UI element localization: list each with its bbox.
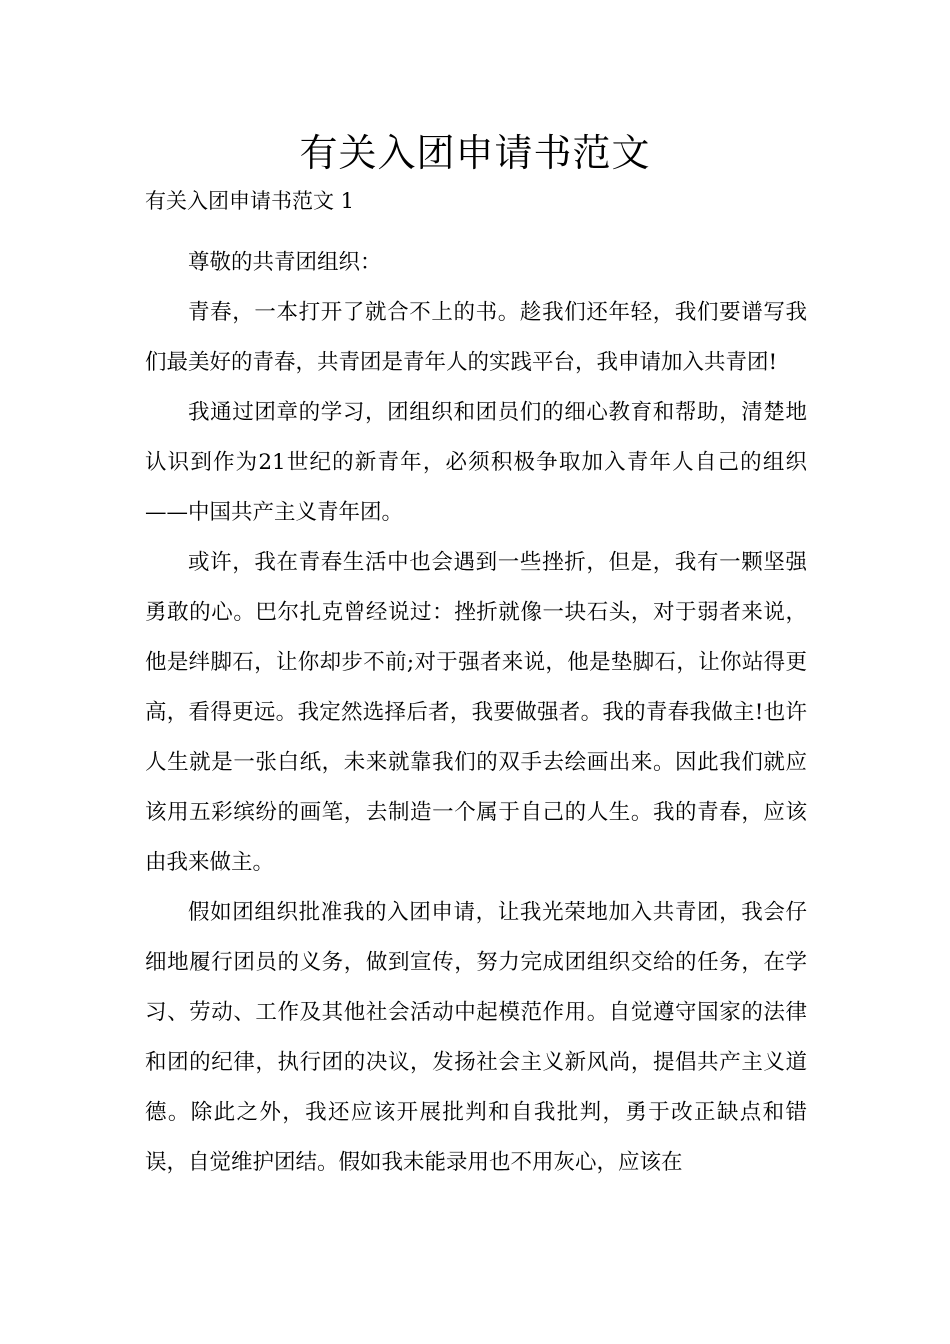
salutation-paragraph: 尊敬的共青团组织： bbox=[188, 250, 382, 275]
section-heading: 有关入团申请书范文 1 bbox=[145, 189, 355, 213]
body-paragraph: 我通过团章的学习，团组织和团员们的细心教育和帮助，清楚地认识到作为21世纪的新青年，必须积极争取加入青年人自己的组织——中国共产主义青年团。 bbox=[145, 400, 807, 525]
body-paragraph: 或许，我在青春生活中也会遇到一些挫折，但是，我有一颗坚强勇敢的心。巴尔扎克曾经说过：挫折就像一块石头，对于弱者来说，他是绊脚石，让你却步不前;对于强者来说，他是垫脚石，让你站得更高，看得更远。我定然选择后者，我要做强者。我的青春我做主!也许人生就是一张白纸，未来就靠我们的双手去绘画出来。因此我们就应该用五彩缤纷的画笔，去制造一个属于自己的人生。我的青春，应该由我来做主。 bbox=[145, 550, 807, 875]
document-title: 有关入团申请书范文 bbox=[299, 131, 651, 175]
body-paragraph: 假如团组织批准我的入团申请，让我光荣地加入共青团，我会仔细地履行团员的义务，做到宣传，努力完成团组织交给的任务，在学习、劳动、工作及其他社会活动中起模范作用。自觉遵守国家的法律和团的纪律，执行团的决议，发扬社会主义新风尚，提倡共产主义道德。除此之外，我还应该开展批判和自我批判，勇于改正缺点和错误，自觉维护团结。假如我未能录用也不用灰心，应该在 bbox=[145, 900, 807, 1175]
document-body bbox=[145, 238, 807, 1188]
body-paragraph: 青春，一本打开了就合不上的书。趁我们还年轻，我们要谱写我们最美好的青春，共青团是青年人的实践平台，我申请加入共青团! bbox=[145, 300, 807, 375]
